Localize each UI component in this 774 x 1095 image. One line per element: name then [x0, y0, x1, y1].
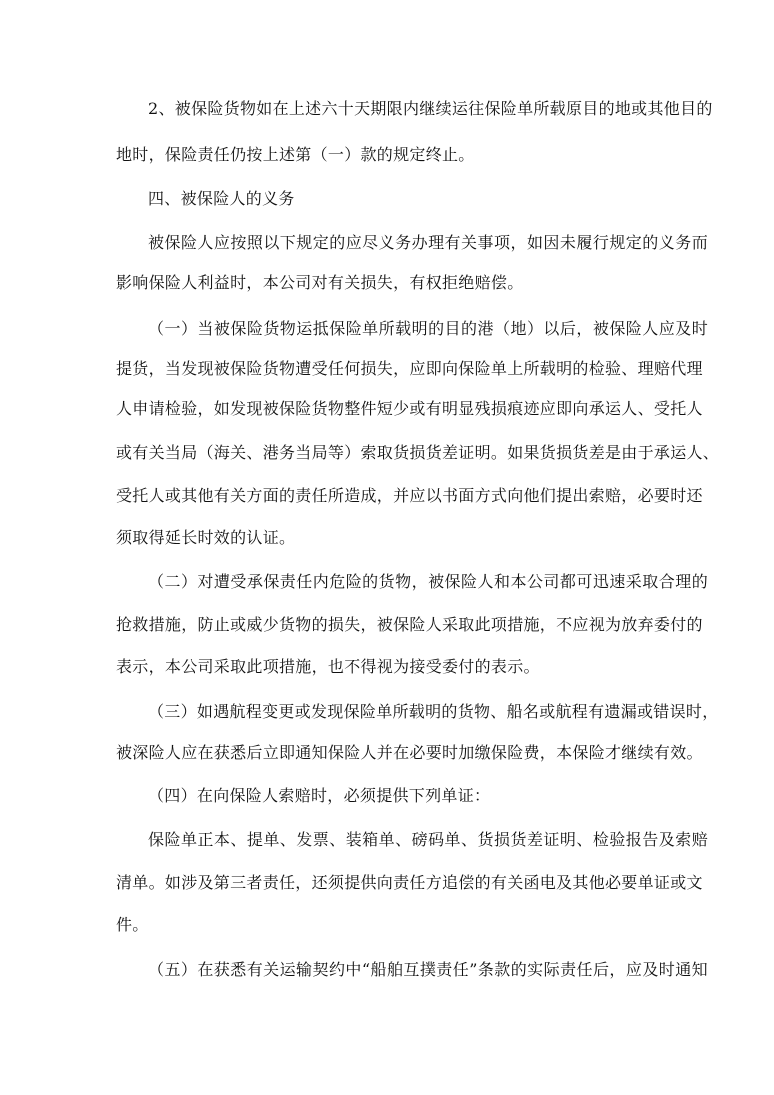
paragraph-line: 件。: [116, 915, 149, 934]
paragraph-line: 影响保险人利益时，本公司对有关损失，有权拒绝赔偿。: [116, 273, 524, 292]
paragraph-line: （二）对遭受承保责任内危险的货物，被保险人和本公司都可迅速采取合理的: [148, 572, 708, 591]
paragraph-line: 2、被保险货物如在上述六十天期限内继续运往保险单所载原目的地或其他目的: [148, 99, 713, 118]
paragraph-line: 清单。如涉及第三者责任，还须提供向责任方追偿的有关函电及其他必要单证或文: [116, 873, 703, 892]
paragraph-line: 人申请检验，如发现被保险货物整件短少或有明显残损痕迹应即向承运人、受托人: [116, 399, 703, 418]
paragraph-line: 地时，保险责任仍按上述第（一）款的规定终止。: [116, 145, 475, 164]
paragraph-line: 或有关当局（海关、港务当局等）索取货损货差证明。如果货损货差是由于承运人、: [116, 443, 720, 462]
paragraph-line: 被深险人应在获悉后立即通知保险人并在必要时加缴保险费，本保险才继续有效。: [116, 743, 703, 762]
paragraph-line: 被保险人应按照以下规定的应尽义务办理有关事项，如因未履行规定的义务而: [148, 233, 708, 252]
paragraph-line: 表示，本公司采取此项措施，也不得视为接受委付的表示。: [116, 657, 540, 676]
paragraph-line: （五）在获悉有关运输契约中“船舶互撲责任”条款的实际责任后，应及时通知: [148, 960, 708, 979]
paragraph-line: 受托人或其他有关方面的责任所造成，并应以书面方式向他们提出索赔，必要时还: [116, 486, 703, 505]
paragraph-line: 须取得延长时效的认证。: [116, 528, 296, 547]
paragraph-line: 提货，当发现被保险货物遭受任何损失，应即向保险单上所载明的检验、理赔代理: [116, 359, 703, 378]
paragraph-line: 保险单正本、提单、发票、装箱单、磅码单、货损货差证明、检验报告及索赔: [148, 830, 708, 849]
section-heading: 四、被保险人的义务: [148, 189, 295, 208]
paragraph-line: （四）在向保险人索赔时，必须提供下列单证：: [148, 786, 491, 805]
paragraph-line: 抢救措施，防止或威少货物的损失，被保险人采取此项措施，不应视为放弃委付的: [116, 615, 703, 634]
paragraph-line: （一）当被保险货物运抵保险单所载明的目的港（地）以后，被保险人应及时: [148, 319, 708, 338]
paragraph-line: （三）如遇航程变更或发现保险单所载明的货物、船名或航程有遗漏或错误时，: [148, 702, 719, 721]
